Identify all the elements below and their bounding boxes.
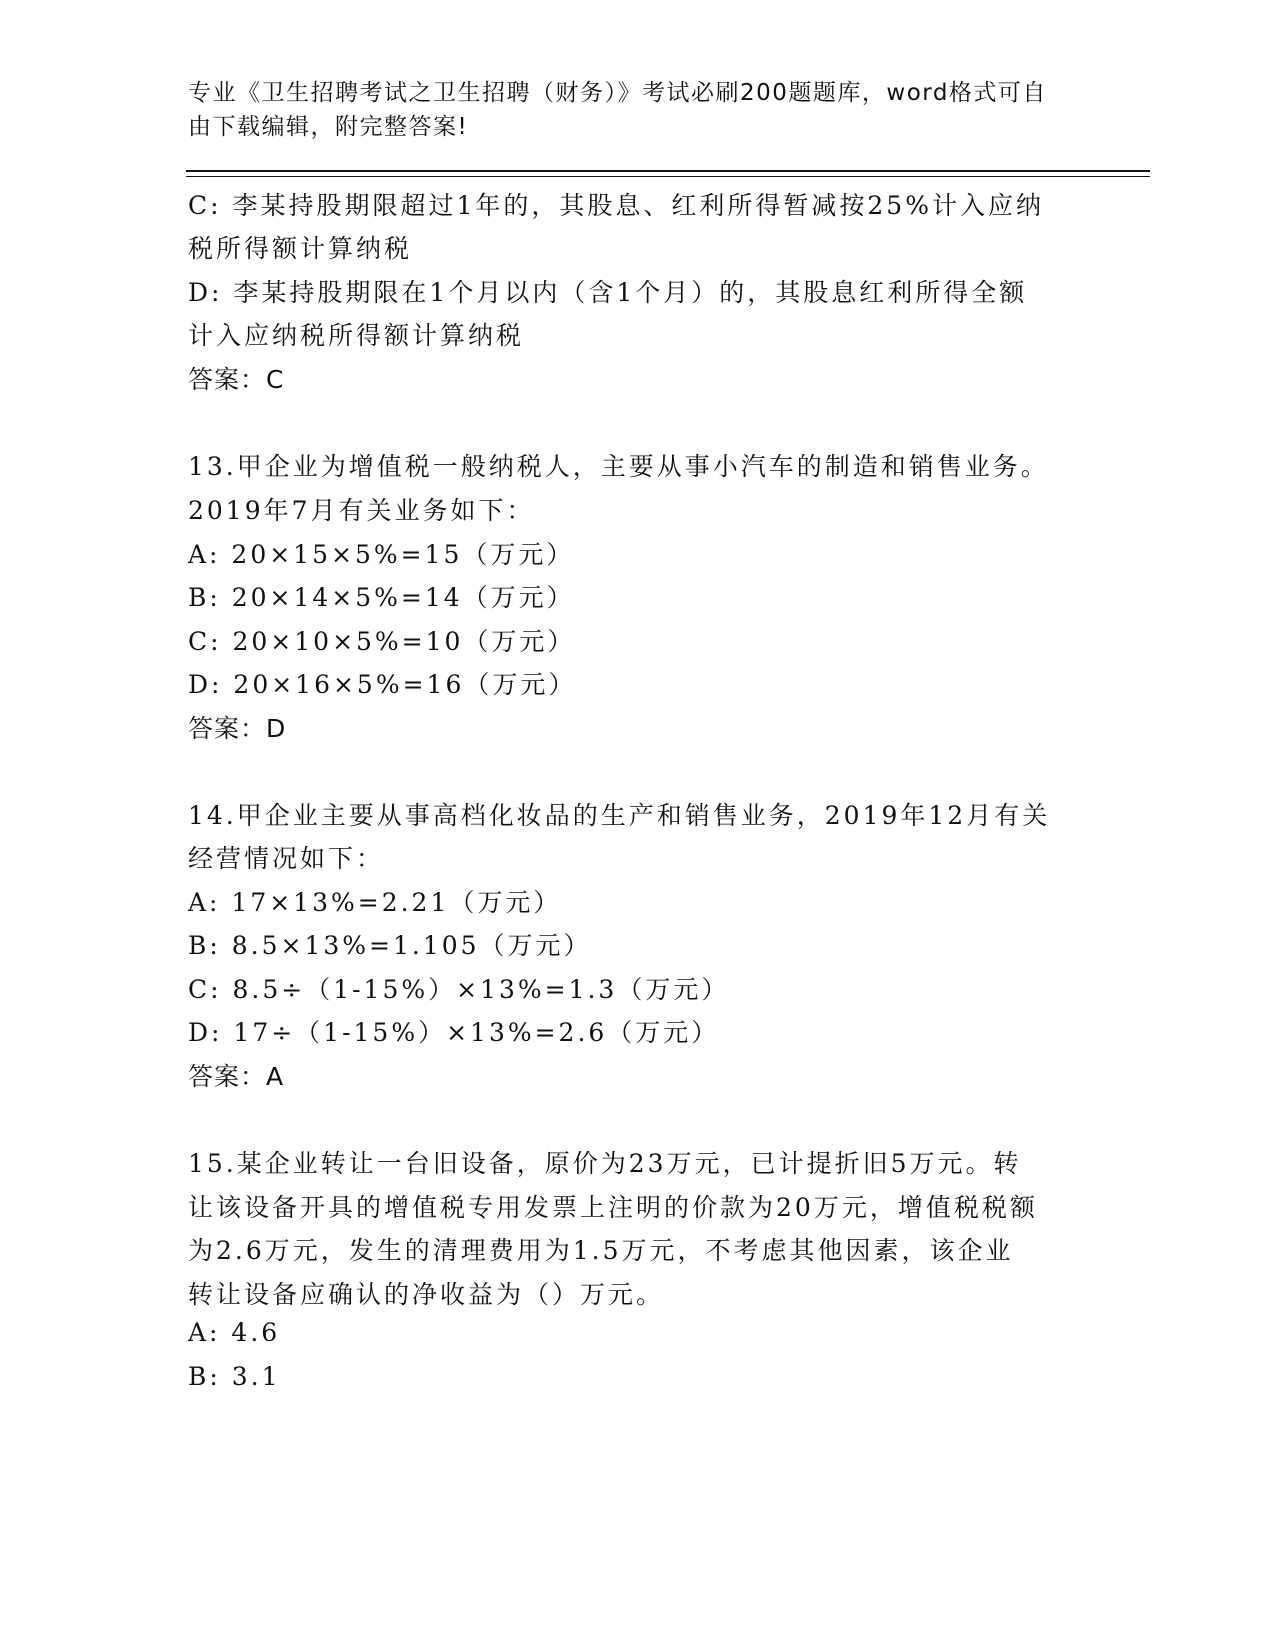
q13-stem-line-1: 13.甲企业为增值税一般纳税人，主要从事小汽车的制造和销售业务。 xyxy=(188,452,1049,481)
prev-option-d-line-1: D: 李某持股期限在1个月以内（含1个月）的，其股息红利所得全额 xyxy=(188,278,1028,307)
q15-stem-line-1: 15.某企业转让一台旧设备，原价为23万元，已计提折旧5万元。转 xyxy=(188,1149,1022,1178)
q14-option-d: D: 17÷（1-15%）×13%=2.6（万元） xyxy=(188,1018,720,1047)
document-title-line-1: 专业《卫生招聘考试之卫生招聘（财务）》考试必刷200题题库，word格式可自 xyxy=(188,80,1047,106)
q14-stem-line-2: 经营情况如下： xyxy=(188,844,385,873)
q14-option-c: C: 8.5÷（1-15%）×13%=1.3（万元） xyxy=(188,975,730,1004)
q15-option-a: A: 4.6 xyxy=(188,1318,281,1347)
header-divider-thick xyxy=(186,170,1150,172)
q13-option-a: A: 20×15×5%=15（万元） xyxy=(188,540,575,569)
prev-answer: 答案：C xyxy=(188,365,285,394)
prev-option-d-line-2: 计入应纳税所得额计算纳税 xyxy=(188,321,525,350)
q14-stem-line-1: 14.甲企业主要从事高档化妆品的生产和销售业务，2019年12月有关 xyxy=(188,801,1051,830)
q13-stem-line-2: 2019年7月有关业务如下： xyxy=(188,496,535,525)
q14-option-a: A: 17×13%=2.21（万元） xyxy=(188,888,562,917)
prev-option-c-line-1: C: 李某持股期限超过1年的，其股息、红利所得暂减按25%计入应纳 xyxy=(188,191,1044,220)
q14-answer: 答案：A xyxy=(188,1062,285,1091)
q13-option-b: B: 20×14×5%=14（万元） xyxy=(188,583,575,612)
header-divider-thin xyxy=(186,176,1150,177)
q15-stem-line-4: 转让设备应确认的净收益为（）万元。 xyxy=(188,1280,665,1309)
q15-option-b: B: 3.1 xyxy=(188,1362,281,1391)
document-title-line-2: 由下载编辑，附完整答案! xyxy=(188,114,469,140)
prev-option-c-line-2: 税所得额计算纳税 xyxy=(188,234,413,263)
q15-stem-line-3: 为2.6万元，发生的清理费用为1.5万元，不考虑其他因素，该企业 xyxy=(188,1236,1014,1265)
q13-answer: 答案：D xyxy=(188,714,287,743)
q15-stem-line-2: 让该设备开具的增值税专用发票上注明的价款为20万元，增值税税额 xyxy=(188,1193,1038,1222)
q13-option-c: C: 20×10×5%=10（万元） xyxy=(188,627,576,656)
q13-option-d: D: 20×16×5%=16（万元） xyxy=(188,670,577,699)
q14-option-b: B: 8.5×13%=1.105（万元） xyxy=(188,931,592,960)
